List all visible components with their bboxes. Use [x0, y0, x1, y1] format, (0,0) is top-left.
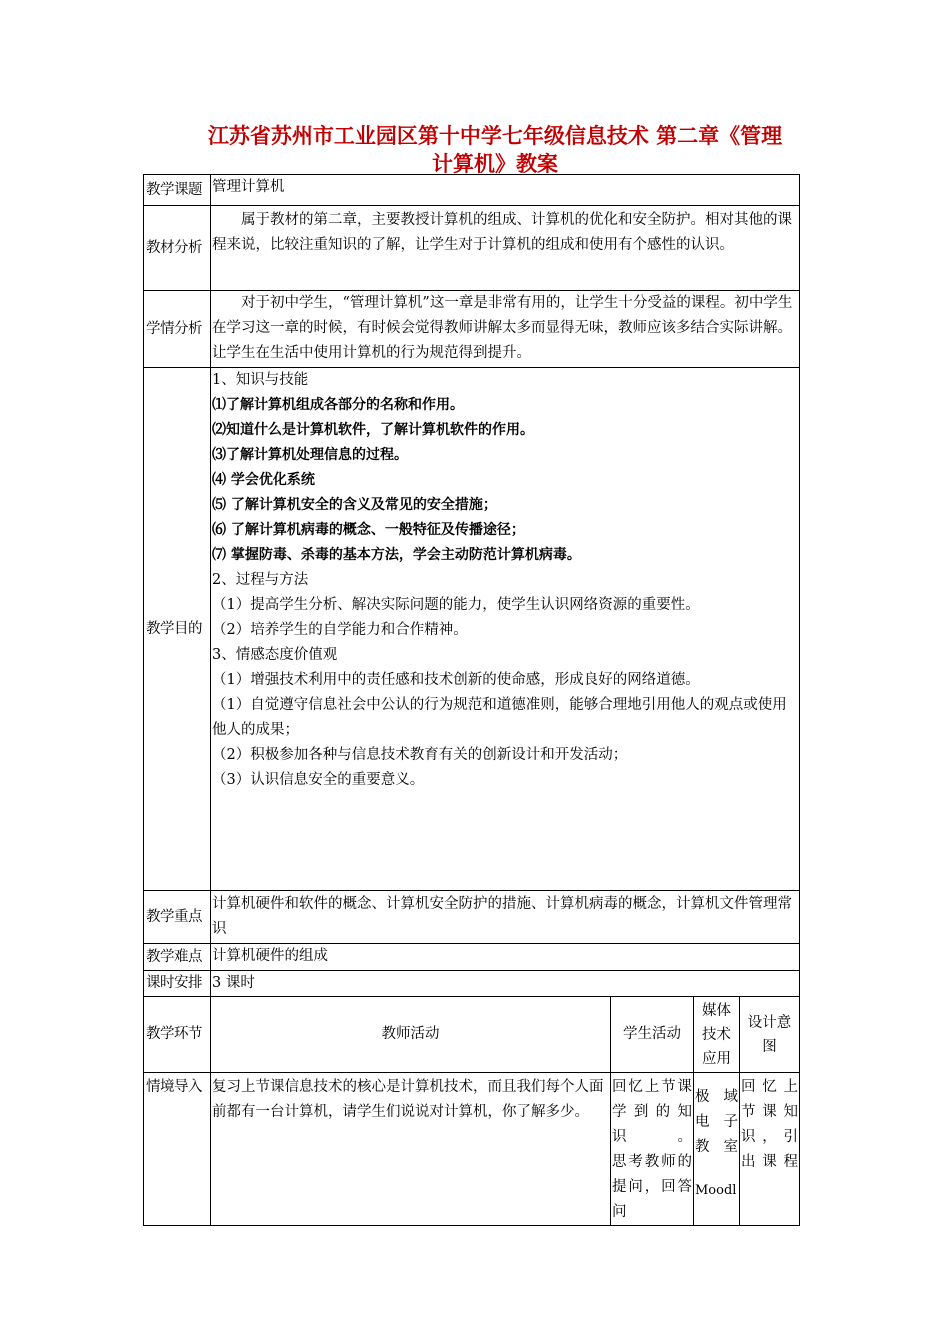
header-teacher: 教师活动 [211, 997, 611, 1073]
title-line-2: 计算机》教案 [432, 152, 558, 176]
value-goals [211, 368, 800, 891]
label-material: 教材分析 [144, 206, 211, 291]
document-title [150, 122, 840, 178]
media-b: Moodl [695, 1183, 737, 1198]
goal-heading-1: 1、知识与技能 [212, 372, 309, 388]
row-topic [144, 175, 800, 206]
goal-item: ⑶了解计算机处理信息的过程。 [212, 447, 408, 463]
goal-item: （1）增强技术利用中的责任感和技术创新的使命感，形成良好的网络道德。 [212, 672, 700, 688]
process-header-row [144, 997, 800, 1073]
goal-item: （3）认识信息安全的重要意义。 [212, 772, 425, 788]
process-row-intro [144, 1073, 800, 1226]
row-material [144, 206, 800, 291]
label-difficulty: 教学难点 [144, 944, 211, 971]
goal-item: ⑺ 掌握防毒、杀毒的基本方法，学会主动防范计算机病毒。 [212, 547, 581, 563]
header-media: 媒体技术应用 [694, 997, 740, 1073]
row-goals [144, 368, 800, 891]
row-schedule [144, 971, 800, 997]
header-stage: 教学环节 [144, 997, 211, 1073]
label-schedule: 课时安排 [144, 971, 211, 997]
header-student: 学生活动 [611, 997, 694, 1073]
goal-item: ⑸ 了解计算机安全的含义及常见的安全措施； [212, 497, 497, 513]
value-schedule: 3 课时 [211, 971, 800, 997]
student-activity-b: 思考教师的提问，回答问 [612, 1154, 692, 1220]
student-activity-a: 回忆上节课学到的知识。 [612, 1079, 692, 1145]
header-design: 设计意图 [740, 997, 800, 1073]
row-students [144, 291, 800, 368]
goal-item: （2）培养学生的自学能力和合作精神。 [212, 622, 468, 638]
stage-intro: 情境导入 [144, 1073, 211, 1226]
media-a: 极域电子教室 [695, 1089, 738, 1155]
label-students: 学情分析 [144, 291, 211, 368]
label-topic: 教学课题 [144, 175, 211, 206]
goal-item: ⑵知道什么是计算机软件，了解计算机软件的作用。 [212, 422, 534, 438]
goal-item: （2）积极参加各种与信息技术教育有关的创新设计和开发活动； [212, 747, 628, 763]
goal-item: ⑹ 了解计算机病毒的概念、一般特征及传播途径； [212, 522, 525, 538]
title-line-1: 江苏省苏州市工业园区第十中学七年级信息技术 第二章《管理 [207, 124, 783, 148]
goal-item: ⑴了解计算机组成各部分的名称和作用。 [212, 397, 464, 413]
student-activity-intro [611, 1073, 694, 1226]
goal-item: （1）自觉遵守信息社会中公认的行为规范和道德准则，能够合理地引用他人的观点或使用他人的成果； [212, 697, 787, 738]
teacher-activity-intro: 复习上节课信息技术的核心是计算机技术，而且我们每个人面前都有一台计算机，请学生们说说对计算机，你了解多少。 [211, 1073, 611, 1226]
goal-heading-3: 3、情感态度价值观 [212, 647, 338, 663]
goal-heading-2: 2、过程与方法 [212, 572, 309, 588]
value-difficulty: 计算机硬件的组成 [211, 944, 800, 971]
value-material: 属于教材的第二章，主要教授计算机的组成、计算机的优化和安全防护。相对其他的课程来说，比较注重知识的了解，让学生对于计算机的组成和使用有个感性的认识。 [211, 206, 800, 291]
media-intro [694, 1073, 740, 1226]
value-topic: 管理计算机 [211, 175, 800, 206]
label-goals: 教学目的 [144, 368, 211, 891]
value-students: 对于初中学生，“管理计算机”这一章是非常有用的，让学生十分受益的课程。初中学生在学习这一章的时候，有时候会觉得教师讲解太多而显得无味，教师应该多结合实际讲解。让学生在生活中使用计算机的行为规范得到提升。 [211, 291, 800, 368]
row-difficulty [144, 944, 800, 971]
row-key [144, 891, 800, 944]
label-key: 教学重点 [144, 891, 211, 944]
value-key: 计算机硬件和软件的概念、计算机安全防护的措施、计算机病毒的概念，计算机文件管理常识 [211, 891, 800, 944]
goal-item: ⑷ 学会优化系统 [212, 472, 315, 488]
design-intro: 回忆上节课知识，引出课程 [740, 1073, 800, 1226]
lesson-plan-table [143, 174, 800, 1226]
goal-item: （1）提高学生分析、解决实际问题的能力，使学生认识网络资源的重要性。 [212, 597, 700, 613]
